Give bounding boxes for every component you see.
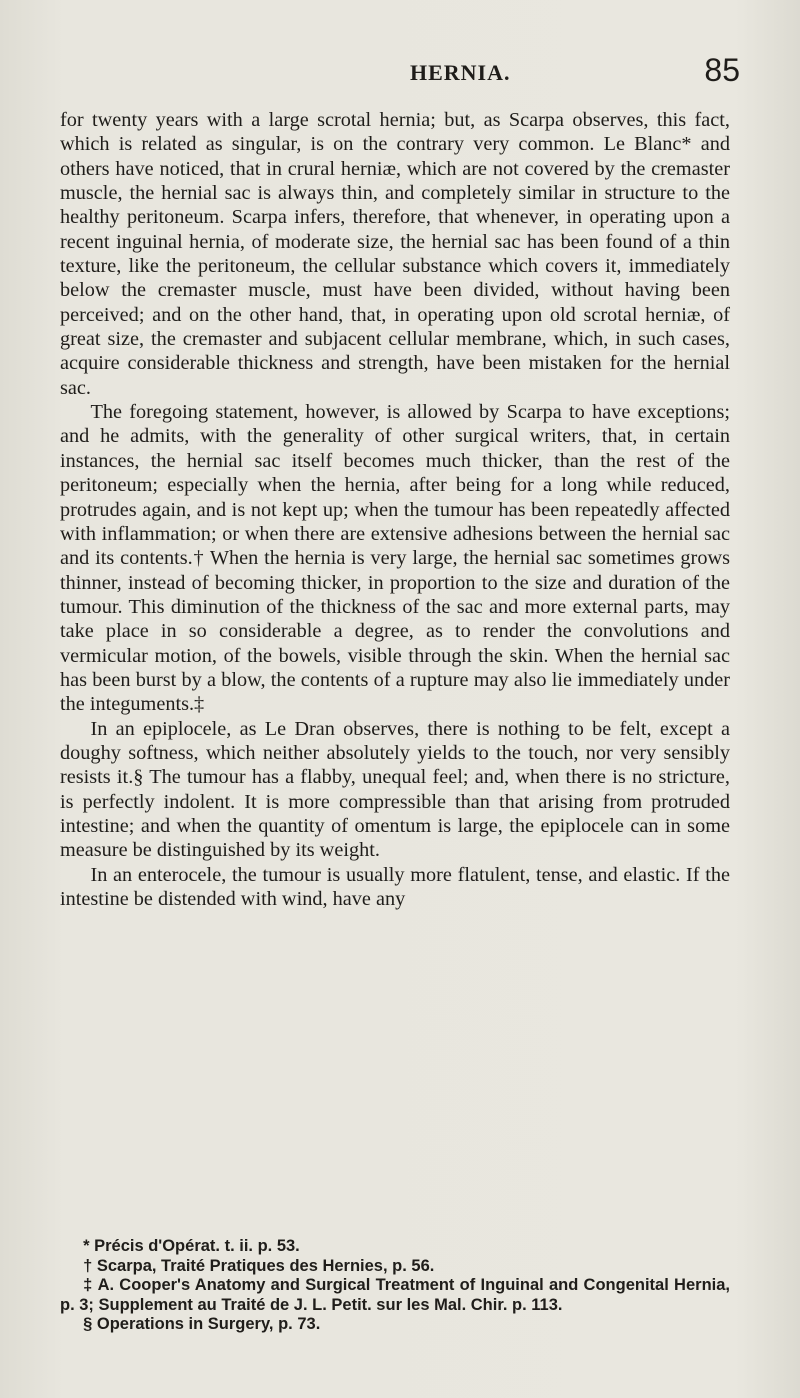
footnote: ‡ A. Cooper's Anatomy and Surgical Treatment of Inguinal and Congenital Hernia, p. 3; Supplement au Traité de J. L. Petit. sur les Mal. Chir. p. 113. [60, 1276, 730, 1314]
paragraph: for twenty years with a large scrotal hernia; but, as Scarpa observes, this fact, which is related as singular, is on the contrary very common. Le Blanc* and others have noticed, that in crural herniæ, which are not covered by the cremaster muscle, the hernial sac is always thin, and completely similar in structure to the healthy peritoneum. Scarpa infers, therefore, that whenever, in operating upon a recent inguinal hernia, of moderate size, the hernial sac has been found of a thin texture, like the peritoneum, the cellular substance which covers it, immediately below the cremaster muscle, must have been divided, without having been perceived; and on the other hand, that, in operating upon old scrotal herniæ, of great size, the cremaster and subjacent cellular membrane, which, in such cases, acquire considerable thickness and strength, have been mistaken for the hernial sac. [60, 109, 730, 399]
body-text [60, 108, 730, 911]
footnote: † Scarpa, Traité Pratiques des Hernies, p. 56. [83, 1256, 435, 1275]
page-header [60, 52, 740, 98]
page-number: 85 [704, 52, 740, 88]
footnote: * Précis d'Opérat. t. ii. p. 53. [83, 1237, 300, 1255]
running-title: HERNIA. [410, 60, 511, 85]
footnote: § Operations in Surgery, p. 73. [83, 1315, 321, 1333]
paragraph: In an enterocele, the tumour is usually more flatulent, tense, and elastic. If the intestine be distended with wind, have any [60, 863, 730, 910]
paragraph: The foregoing statement, however, is allowed by Scarpa to have exceptions; and he admits, with the generality of other surgical writers, that, in certain instances, the hernial sac itself becomes much thicker, than the rest of the peritoneum; especially when the hernia, after being for a long while reduced, protrudes again, and is not kept up; when the tumour has been repeatedly affected with inflammation; or when there are extensive adhesions between the hernial sac and its contents.† When the hernia is very large, the hernial sac sometimes grows thinner, instead of becoming thicker, in proportion to the size and duration of the tumour. This diminution of the thickness of the sac and more external parts, may take place in so considerable a degree, as to render the convolutions and vermicular motion, of the bowels, visible through the skin. When the hernial sac has been burst by a blow, the contents of a rupture may also lie immediately under the integuments.‡ [60, 401, 730, 716]
footnotes [60, 1237, 730, 1335]
paragraph: In an epiplocele, as Le Dran observes, there is nothing to be felt, except a doughy softness, which neither absolutely yields to the touch, nor very sensibly resists it.§ The tumour has a flabby, unequal feel; and, when there is no stricture, is perfectly indolent. It is more compressible than that arising from protruded intestine; and when the quantity of omentum is large, the epiplocele can in some measure be distinguished by its weight. [60, 717, 730, 862]
